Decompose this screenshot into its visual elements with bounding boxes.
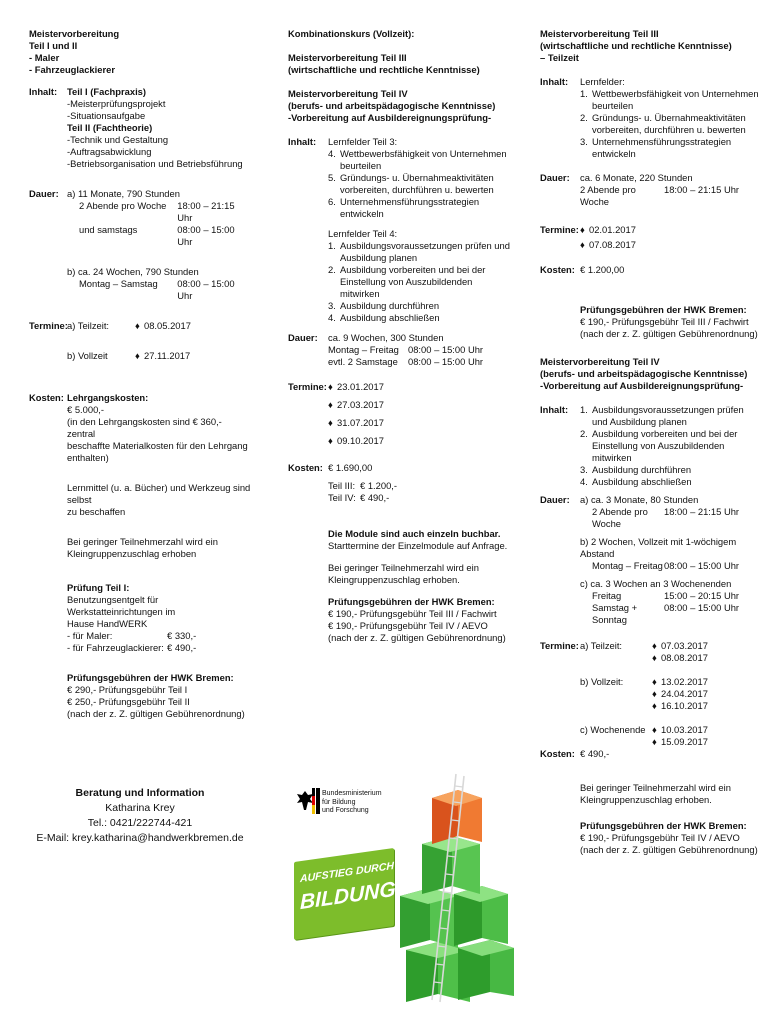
col2-kosten: Kosten: € 1.690,00 Teil III: € 1.200,- Teil IV: € 490,-: [288, 462, 398, 503]
col2-dauer: Dauer: ca. 9 Wochen, 300 Stunden Montag – Freitag 08:00 – 15:00 Uhr evtl. 2 Samstage 08:00 – 15:00 Uhr: [288, 332, 484, 367]
col1-dauer: Dauer: a) 11 Monate, 790 Stunden 2 Abende pro Woche 18:00 – 21:15 Uhr und samstags 08:00 – 15:00 Uhr b) ca. 24 Wochen, 790 Stunden Montag – Samstag 08:00 – 15:00 Uhr: [29, 188, 235, 301]
bmbf-logo: Bundesministerium für Bildung und Forschung: [296, 788, 396, 828]
col1-title: Meistervorbereitung Teil I und II - Maler - Fahrzeuglackierer: [29, 28, 120, 75]
col2-module: Die Module sind auch einzeln buchbar. Starttermine der Einzelmodule auf Anfrage. Bei geringer Teilnehmerzahl wird ein Kleingruppenzuschlag erhoben. Prüfungsgebühren der HWK Bremen: € 190,- Prüfungsgebühr Teil III / Fachwirt € 190,- Prüfungsgebühr Teil IV / AEVO (nach der z. Z. gültigen Gebührenordnung): [328, 528, 508, 643]
col3-termine: Termine: ♦ 02.01.2017 ♦ 07.08.2017: [540, 224, 636, 250]
column-1: [29, 28, 251, 846]
col2-termine: Termine: ♦ 23.01.2017 ♦ 27.03.2017 ♦ 31.07.2017 ♦ 09.10.2017: [288, 381, 384, 446]
col3-kosten: Kosten: € 1.200,00: [540, 264, 625, 275]
col1-inhalt: Inhalt: Teil I (Fachpraxis) -Meisterprüfungsprojekt -Situationsaufgabe Teil II (Fachtheorie) -Technik und Gestaltung -Auftragsabwicklung -Betriebsorganisation und Betriebsführung: [29, 86, 243, 169]
col3-klein: Bei geringer Teilnehmerzahl wird ein Kleingruppenzuschlag erhoben. Prüfungsgebühren der HWK Bremen: € 190,- Prüfungsgebühr Teil IV / AEVO (nach der z. Z. gültigen Gebührenordnung): [580, 782, 758, 855]
aufstieg-badge: AUFSTIEG DURCH BILDUNG»: [294, 848, 394, 940]
col3-termine2: Termine: a) Teilzeit: ♦ 07.03.2017 ♦ 08.08.2017 b) Vollzeit: ♦ 13.02.2017 ♦ 24.04.2017 ♦ 16.10.2017 c) Wochenende ♦ 10.03.2017 ♦ 15.09.2017: [540, 640, 708, 747]
col1-beratung: Beratung und Information Katharina Krey Tel.: 0421/222744-421 E-Mail: krey.katharina@handwerkbremen.de: [36, 787, 244, 844]
col3-inhalt2: Inhalt: 1. Ausbildungsvoraussetzungen prüfen und Ausbildung planen 2. Ausbildung vorbereiten und bei der Einstellung von Auszubildenden mitwirken 3. Ausbildung durchführen 4. Ausbildung abschließen: [540, 404, 744, 487]
col3-kosten2: Kosten: € 490,-: [540, 748, 610, 759]
column-3: [540, 28, 762, 856]
col3-gebuehren: Prüfungsgebühren der HWK Bremen: € 190,- Prüfungsgebühr Teil III / Fachwirt (nach der z. Z. gültigen Gebührenordnung): [580, 304, 758, 339]
col1-termine: Termine: a) Teilzeit: ♦ 08.05.2017 b) Vollzeit ♦ 27.11.2017: [29, 320, 191, 361]
col3-dauer: Dauer: ca. 6 Monate, 220 Stunden 2 Abende pro Woche 18:00 – 21:15 Uhr: [540, 172, 740, 207]
col1-kosten: Kosten: Lehrgangskosten: € 5.000,- (in den Lehrgangskosten sind € 360,- zentral beschaffte Materialkosten für den Lehrgang enthalten) Lernmittel (u. a. Bücher) und Werkzeug sind selbst zu beschaffen Bei geringer Teilnehmerzahl wird ein Kleingruppenzuschlag erhoben Prüfung Teil I: Benutzungsentgelt für Werkstatteinrichtungen im Hause HandWERK - für Maler: € 330,- - für Fahrzeuglackierer: € 490,- Prüfungsgebühren der HWK Bremen: € 290,- Prüfungsgebühr Teil I € 250,- Prüfungsgebühr Teil II (nach der z. Z. gültigen Gebührenordnung): [29, 392, 251, 719]
cubes-ladder-illustration: [398, 768, 518, 1006]
col3-title: Meistervorbereitung Teil III (wirtschaftliche und rechtliche Kenntnisse) – Teilzeit: [540, 28, 732, 63]
col3-title2: Meistervorbereitung Teil IV (berufs- und arbeitspädagogische Kenntnisse) -Vorbereitung auf Ausbildereignungsprüfung-: [540, 356, 748, 391]
col3-dauer2: Dauer: a) ca. 3 Monate, 80 Stunden 2 Abende pro Woche 18:00 – 21:15 Uhr b) 2 Wochen, Vollzeit mit 1-wöchigem Abstand Montag – Freitag 08:00 – 15:00 Uhr c) ca. 3 Wochen an 3 Wochenenden Freitag 15:00 – 20:15 Uhr Samstag + Sonntag 08:00 – 15:00 Uhr: [540, 494, 740, 625]
column-2: Kombinationskurs (Vollzeit): Meistervorbereitung Teil III (wirtschaftliche und rechtliche Kenntnisse) Meistervorbereitung Teil IV (berufs- und arbeitspädagogische Kenntnisse) -Vorbereitung auf Ausbildereignungsprüfung- Inhalt: Lernfelder Teil 3: 4. Wettbewerbsfähigkeit von Unternehmen beurteilen 5. Gründungs- u. Übernahmeaktivitäten vorbereiten, durchführen u. bewerten 6. Unternehmensführungsstrategien entwickeln Lernfelder Teil 4: 1. Ausbildungsvoraussetzungen prüfen und Ausbildung planen 2. Ausbildung vorbereiten und bei der Einstellung von Auszubildenden mitwirken 3. Ausbildung durchführen 4. Ausbildung abschließen Dauer: ca. 9 Wochen, 300 Stunden Montag – Freitag 08:00 – 15:00 Uhr evtl. 2 Samstage 08:00 – 15:00 Uhr Termine: ♦ 23.01.2017 ♦ 27.03.2017 ♦ 31.07.2017 ♦ 09.10.2017 Kosten: € 1.690,00 Teil III: € 1.200,- Teil IV: € 490,- Die Module sind auch einzeln buchbar. Starttermine der Einzelmodule auf Anfrage. Bei geringer Teilnehmerzahl wird ein Kleingruppenzuschlag erhoben. Prüfungsgebühren der HWK Bremen: € 190,- Prüfungsgebühr Teil III / Fachwirt € 190,- Prüfungsgebühr Teil IV / AEVO (nach der z. Z. gültigen Gebührenordnung): [288, 28, 510, 643]
col2-inhalt: Inhalt: Lernfelder Teil 3: 4. Wettbewerbsfähigkeit von Unternehmen beurteilen 5. Gründungs- u. Übernahmeaktivitäten vorbereiten, durchführen u. bewerten 6. Unternehmensführungsstrategien entwickeln Lernfelder Teil 4: 1. Ausbildungsvoraussetzungen prüfen und Ausbildung planen 2. Ausbildung vorbereiten und bei der Einstellung von Auszubildenden mitwirken 3. Ausbildung durchführen 4. Ausbildung abschließen: [288, 136, 510, 323]
col3-inhalt: Inhalt: Lernfelder: 1. Wettbewerbsfähigkeit von Unternehmen beurteilen 2. Gründungs- u. Übernahmeaktivitäten vorbereiten, durchführen u. bewerten 3. Unternehmensführungsstrategien entwickeln: [540, 76, 759, 159]
